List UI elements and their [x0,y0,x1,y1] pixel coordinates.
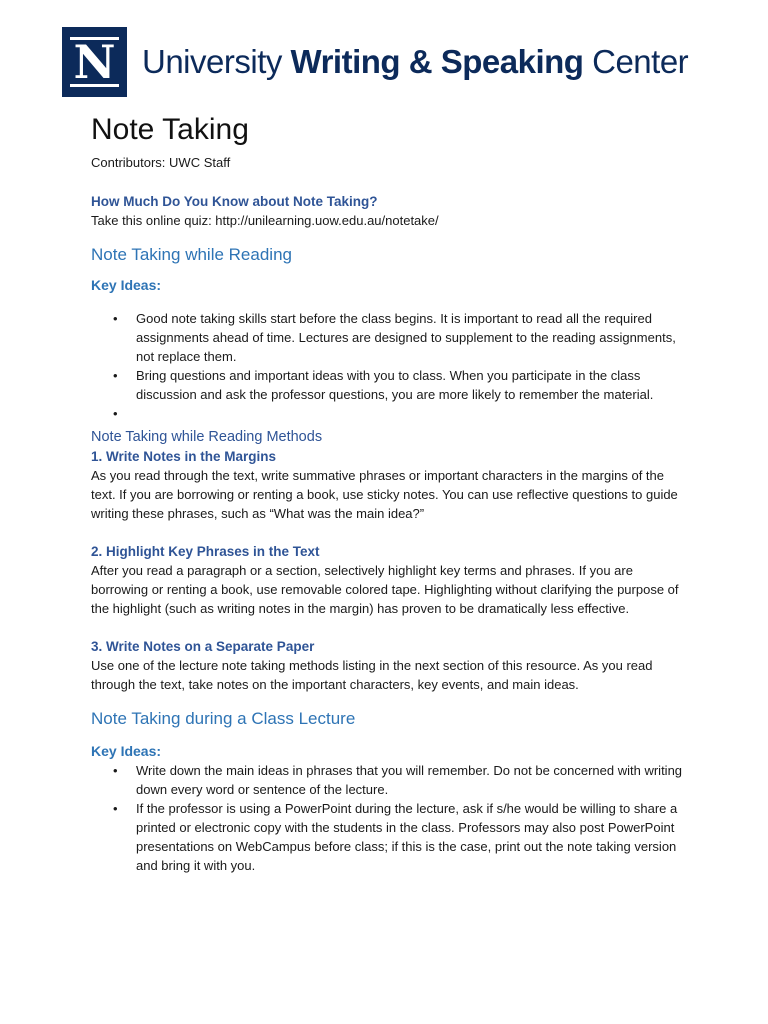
list-item [91,404,691,423]
reading-methods-heading: Note Taking while Reading Methods [91,429,323,445]
document-body [91,108,691,875]
center-name-regular: University [142,43,291,80]
bullet-icon: • [113,763,118,778]
bullet-icon: • [113,311,118,326]
lecture-bullets [91,761,691,875]
list-item [91,309,691,366]
center-name [142,41,688,83]
bullet-icon: • [113,368,118,383]
list-item-text: If the professor is using a PowerPoint during the lecture, ask if s/he would be willing to share a printed or electronic copy with the students in the class. Professors may also post PowerPoint presentations on WebCampus before class; if this is the case, print out the note taking version and bring it with you. [136,801,678,873]
method-2-text: After you read a paragraph or a section, selectively highlight key terms and phrases. If you are borrowing or renting a book, use removable colored tape. Highlighting without clarifying the purpose of the highlight (such as writing notes in the margin) has proven to be dramatically less effective. [91,563,679,616]
list-item-text: Bring questions and important ideas with you to class. When you participate in the class discussion and ask the professor questions, you are more likely to remember the material. [136,368,654,402]
lecture-key-ideas: Key Ideas: [91,743,162,759]
document-title: Note Taking [91,113,249,146]
bullet-icon: • [113,801,118,816]
list-item-text: Good note taking skills start before the class begins. It is important to read all the required assignments ahead of time. Lectures are designed to supplement to the reading assignments, not replace them. [136,311,676,364]
center-name-end: Center [583,43,689,80]
list-item [91,799,691,875]
contributors: Contributors: UWC Staff [91,155,231,170]
list-item-text: Write down the main ideas in phrases that you will remember. Do not be concerned with writing down every word or sentence of the lecture. [136,763,683,797]
method-1-heading: 1. Write Notes in the Margins [91,449,277,464]
quiz-text: Take this online quiz: http://unilearning.uow.edu.au/notetake/ [91,213,439,228]
university-logo [62,27,127,97]
list-item [91,366,691,404]
list-item [91,761,691,799]
lecture-heading: Note Taking during a Class Lecture [91,709,356,728]
reading-heading: Note Taking while Reading [91,245,292,264]
center-name-strong: Writing & Speaking [290,43,584,80]
method-3-text: Use one of the lecture note taking methods listing in the next section of this resource. As you read through the text, take notes on the important characters, key events, and main ideas. [91,658,653,692]
page-header [62,27,712,97]
reading-bullets [91,309,691,423]
method-1-text: As you read through the text, write summative phrases or important characters in the margins of the text. If you are borrowing or renting a book, use sticky notes. You can use reflective questions to guide writing these phrases, such as “What was the main idea?” [91,468,678,521]
method-2-heading: 2. Highlight Key Phrases in the Text [91,544,320,559]
reading-key-ideas: Key Ideas: [91,277,162,293]
method-3-heading: 3. Write Notes on a Separate Paper [91,639,315,654]
bullet-icon: • [113,406,118,421]
quiz-heading: How Much Do You Know about Note Taking? [91,194,378,209]
logo-letter: N [73,35,116,89]
